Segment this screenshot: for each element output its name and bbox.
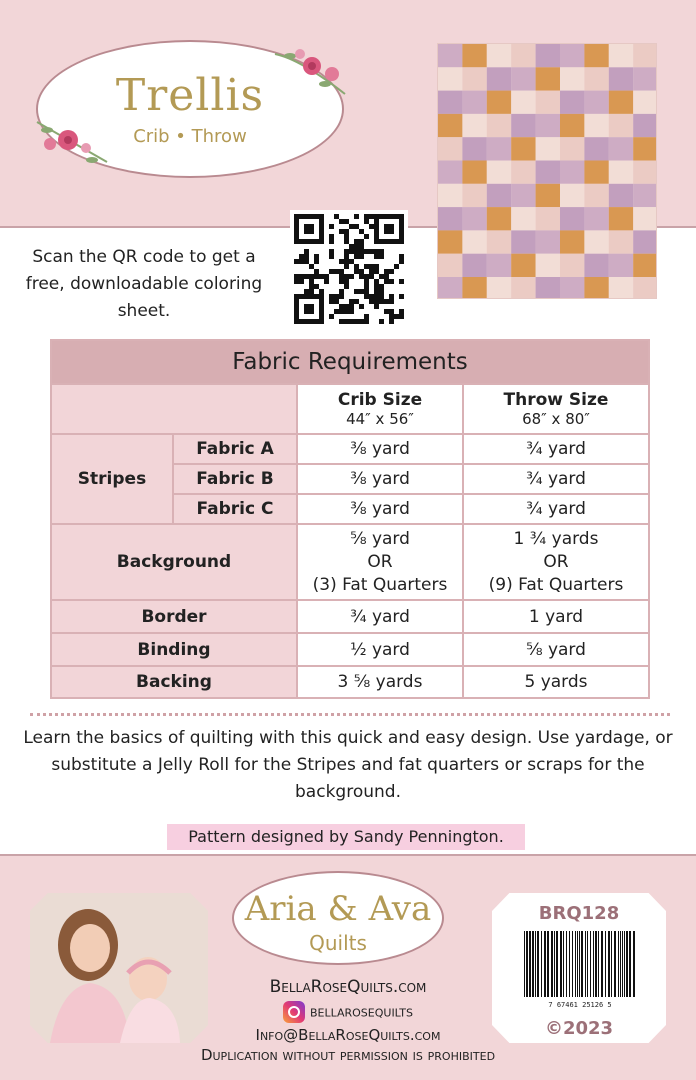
website-link[interactable]: BellaRoseQuilts.com — [269, 977, 427, 997]
row-label: Border — [51, 600, 297, 633]
crib-value: 3 ⅝ yards — [297, 666, 463, 698]
row-label: Fabric C — [173, 494, 297, 524]
brand-name: Aria & Ava — [244, 889, 432, 929]
table-row — [51, 666, 649, 698]
crib-value — [297, 524, 463, 600]
throw-value: ¾ yard — [463, 434, 649, 464]
copyright-notice: Duplication without permission is prohibited — [200, 1046, 496, 1064]
dotted-divider — [30, 713, 670, 716]
value-line: (9) Fat Quarters — [488, 574, 624, 595]
qr-code[interactable] — [290, 210, 408, 328]
quilt-image — [437, 43, 657, 299]
brand-subtitle: Quilts — [309, 931, 367, 955]
pattern-description: Learn the basics of quilting with this quick and easy design. Use yardage, or substitute a Jelly Roll for the Stripes and fat quarters or scraps for the background. — [23, 728, 673, 802]
column-crib — [297, 384, 463, 434]
instagram-icon — [283, 1001, 305, 1023]
table-row — [51, 434, 649, 464]
column-label: Crib Size — [337, 390, 423, 410]
table-row — [51, 600, 649, 633]
column-dims: 68″ x 80″ — [522, 410, 590, 428]
throw-value — [463, 524, 649, 600]
value-line: OR — [543, 551, 569, 572]
throw-value: ¾ yard — [463, 494, 649, 524]
footer-divider — [0, 854, 696, 856]
throw-value: ⅝ yard — [463, 633, 649, 666]
column-dims: 44″ x 56″ — [346, 410, 414, 428]
crib-value: ⅜ yard — [297, 494, 463, 524]
crib-value: ½ yard — [297, 633, 463, 666]
pattern-title: Trellis — [115, 70, 265, 121]
table-corner — [51, 384, 297, 434]
crib-value: ⅜ yard — [297, 434, 463, 464]
crib-value: ¾ yard — [297, 600, 463, 633]
pattern-subtitle: Crib • Throw — [133, 126, 247, 147]
stripes-label: Stripes — [51, 434, 173, 524]
table-row — [51, 524, 649, 600]
email-link[interactable]: Info@BellaRoseQuilts.com — [255, 1026, 441, 1044]
scan-instructions: Scan the QR code to get a free, downloadable coloring sheet. — [25, 247, 263, 321]
product-sku: BRQ128 — [538, 903, 620, 924]
value-line: OR — [367, 551, 393, 572]
value-line: (3) Fat Quarters — [312, 574, 448, 595]
value-line: ⅝ yard — [350, 528, 410, 549]
copyright-year: ©2023 — [544, 1018, 614, 1039]
throw-value: 1 yard — [463, 600, 649, 633]
instagram-label: bellarosequilts — [309, 1002, 414, 1021]
column-label: Throw Size — [503, 390, 609, 410]
row-label: Fabric A — [173, 434, 297, 464]
value-line: 1 ¾ yards — [513, 528, 599, 549]
designer-credit: Pattern designed by Sandy Pennington. — [167, 824, 525, 850]
row-label: Binding — [51, 633, 297, 666]
barcode-digits: 7 67461 25126 5 — [548, 1001, 612, 1009]
flower-decoration-icon — [270, 44, 350, 104]
table-row — [51, 633, 649, 666]
fabric-requirements-table — [50, 339, 650, 699]
throw-value: ¾ yard — [463, 464, 649, 494]
row-label: Background — [51, 524, 297, 600]
instagram-handle[interactable] — [150, 1001, 546, 1023]
flower-decoration-icon — [32, 112, 112, 172]
table-heading: Fabric Requirements — [51, 340, 649, 384]
barcode — [520, 929, 640, 1009]
column-throw — [463, 384, 649, 434]
row-label: Backing — [51, 666, 297, 698]
throw-value: 5 yards — [463, 666, 649, 698]
crib-value: ⅜ yard — [297, 464, 463, 494]
row-label: Fabric B — [173, 464, 297, 494]
